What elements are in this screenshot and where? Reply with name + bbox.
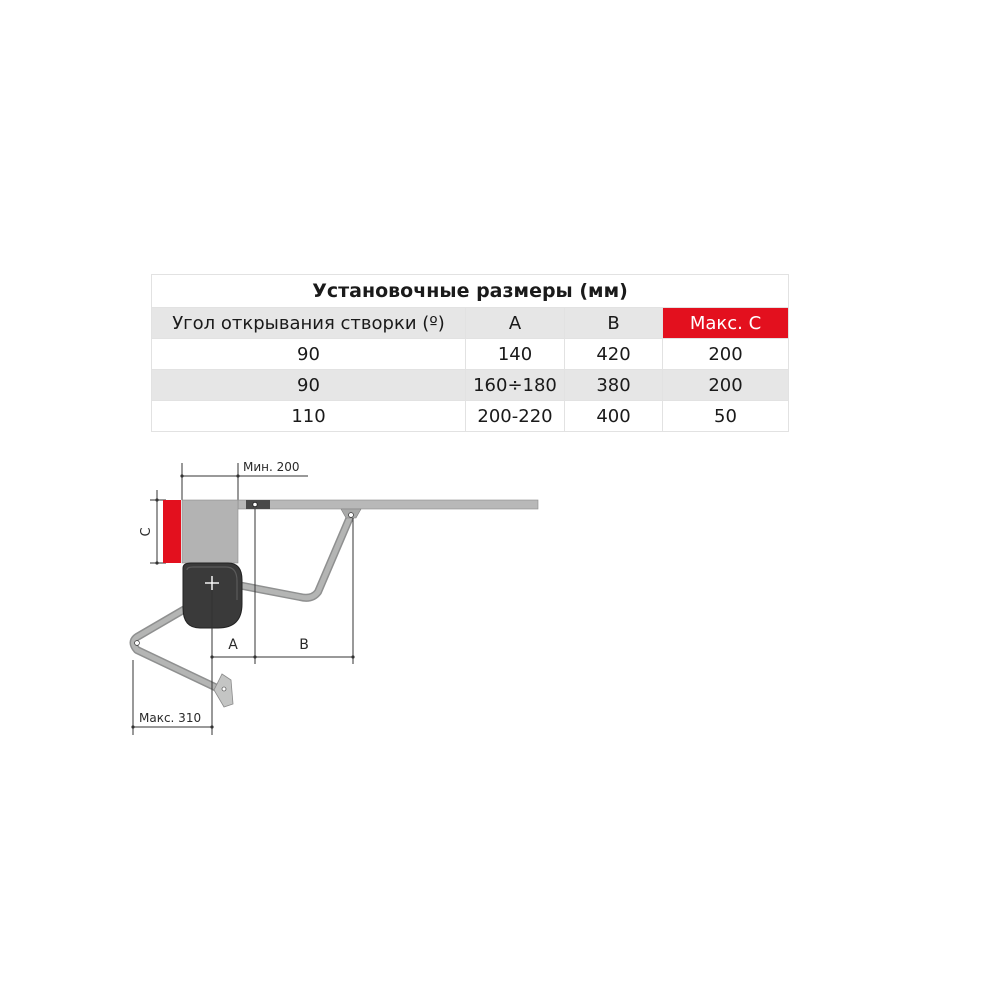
label-a: A [228,637,238,653]
label-max-310: Макс. 310 [139,711,202,725]
cell-max-c: 200 [663,370,789,401]
leaf-arm [222,509,361,598]
cell-b: 400 [565,401,663,432]
cell-angle: 90 [152,370,466,401]
gate-leaf [238,500,538,509]
cell-max-c: 50 [663,401,789,432]
label-b: B [299,637,309,653]
header-a: A [466,308,565,339]
label-min-200: Мин. 200 [243,460,300,474]
max-c-zone-marker [163,500,181,563]
header-opening-angle: Угол открывания створки (º) [152,308,466,339]
cell-angle: 90 [152,339,466,370]
cell-a: 160÷180 [466,370,565,401]
cell-a: 140 [466,339,565,370]
cell-angle: 110 [152,401,466,432]
cell-max-c: 200 [663,339,789,370]
header-b: B [565,308,663,339]
cell-b: 380 [565,370,663,401]
cell-a: 200-220 [466,401,565,432]
header-max-c: Макс. C [663,308,789,339]
cell-b: 420 [565,339,663,370]
table-title: Установочные размеры (мм) [152,275,789,308]
c-dimension [139,490,166,565]
label-c: C [139,527,154,537]
min-200-dimension [180,460,308,500]
post-bracket [182,500,238,563]
leaf-bracket [246,500,270,509]
